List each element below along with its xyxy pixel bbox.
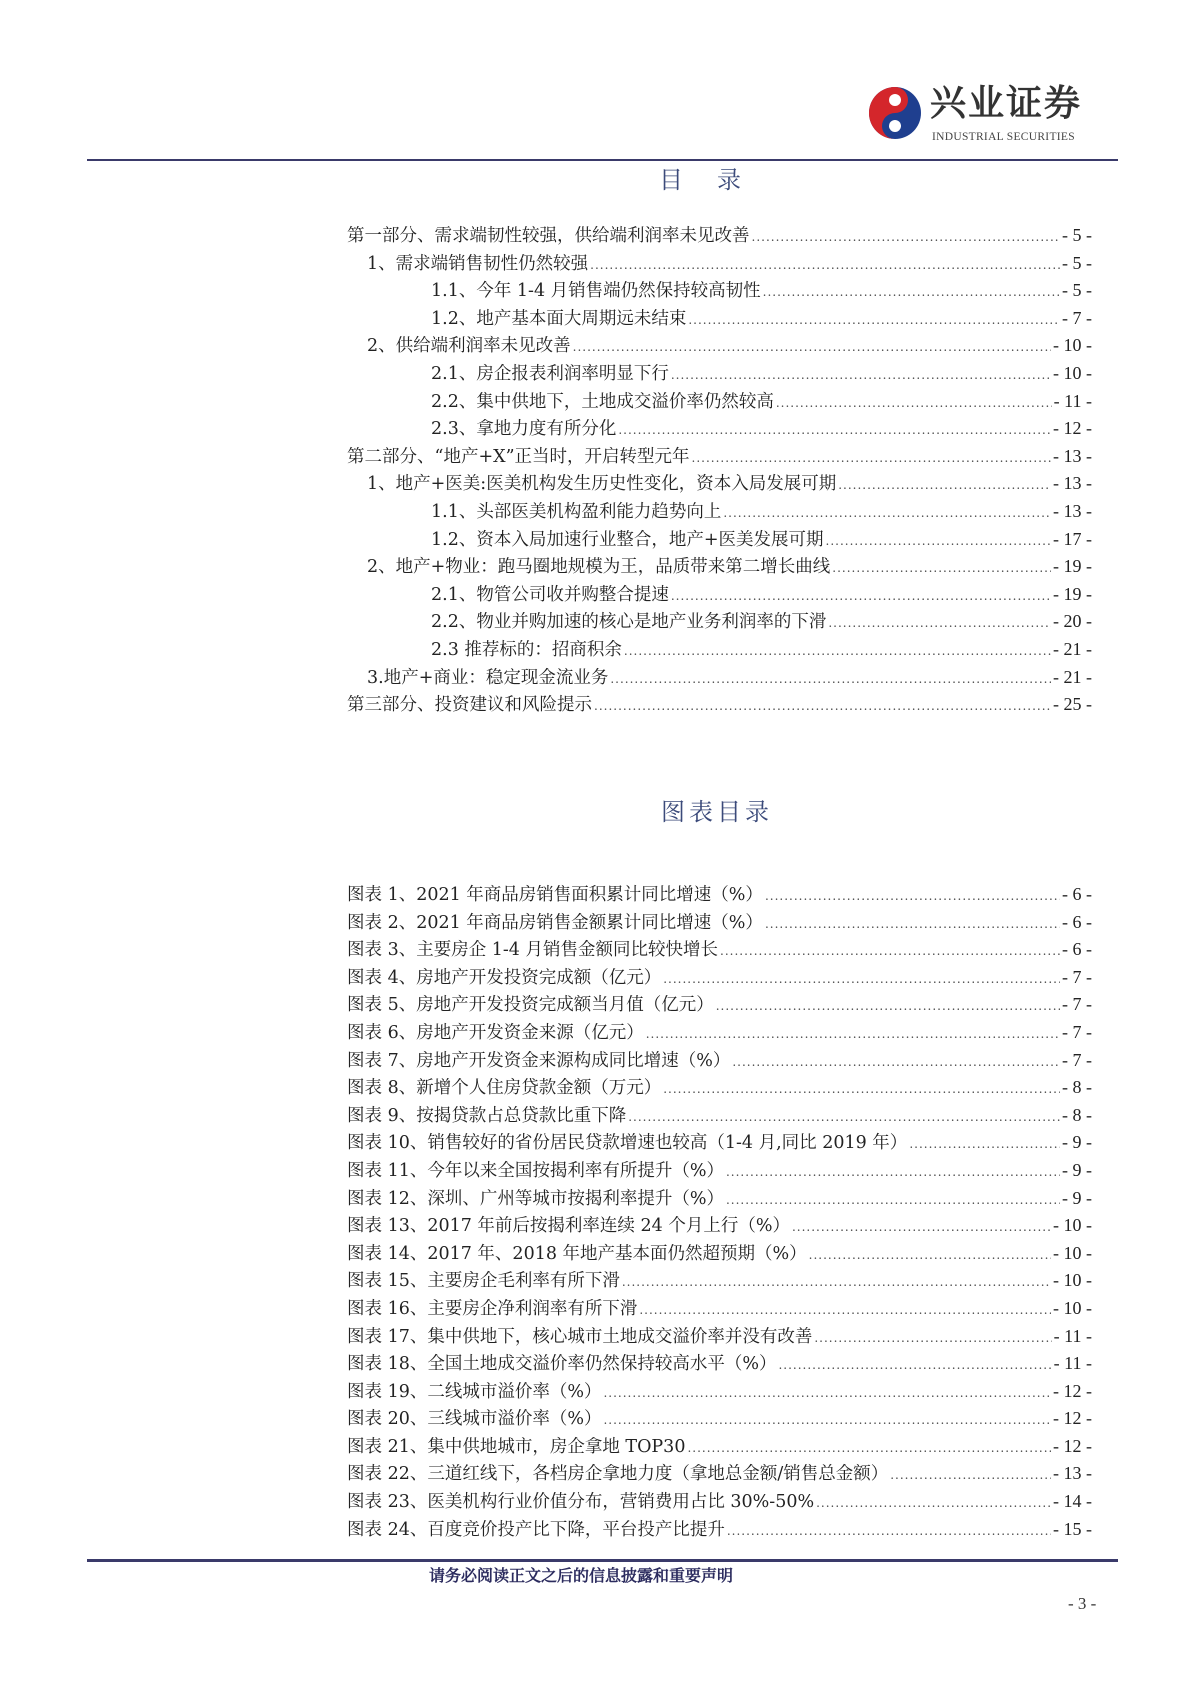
- figure-entry[interactable]: [347, 1019, 1092, 1047]
- dot-leader: [720, 938, 1060, 964]
- entry-label: 第三部分、投资建议和风险提示: [347, 695, 592, 716]
- entry-label: 1.1、今年 1-4 月销售端仍然保持较高韧性: [431, 281, 761, 302]
- entry-label: 1.2、资本入局加速行业整合，地产+医美发展可期: [431, 529, 824, 550]
- entry-label: 2、地产+物业：跑马圈地规模为王，品质带来第二增长曲线: [367, 557, 831, 578]
- company-logo: [868, 82, 1118, 148]
- dot-leader: [688, 307, 1060, 333]
- entry-label: 第二部分、“地产+X”正当时，开启转型元年: [347, 446, 690, 467]
- entry-label: 图表 16、主要房企净利润率有所下滑: [347, 1298, 638, 1319]
- entry-label: 图表 7、房地产开发资金来源构成同比增速（%）: [347, 1050, 731, 1071]
- dot-leader: [663, 966, 1060, 992]
- figure-entry[interactable]: [347, 1157, 1092, 1185]
- entry-label: 图表 11、今年以来全国按揭利率有所提升（%）: [347, 1160, 724, 1181]
- figure-entry[interactable]: [347, 1378, 1092, 1406]
- dot-leader: [909, 1131, 1060, 1157]
- entry-label: 图表 21、集中供地城市，房企拿地 TOP30: [347, 1436, 686, 1457]
- header-divider: [87, 159, 1118, 161]
- entry-page: - 12 -: [1053, 418, 1092, 439]
- toc-entry[interactable]: [347, 250, 1092, 278]
- entry-page: - 21 -: [1053, 666, 1092, 687]
- toc-entry[interactable]: [347, 581, 1092, 609]
- entry-page: - 10 -: [1053, 1242, 1092, 1263]
- entry-label: 图表 4、房地产开发投资完成额（亿元）: [347, 967, 662, 988]
- figure-entry[interactable]: [347, 1295, 1092, 1323]
- entry-page: - 7 -: [1062, 307, 1092, 328]
- entry-label: 2.3 推荐标的：招商积余: [431, 639, 622, 660]
- footer-disclaimer: 请务必阅读正文之后的信息披露和重要声明: [429, 1566, 734, 1585]
- entry-page: - 10 -: [1053, 1215, 1092, 1236]
- toc-entry[interactable]: [347, 498, 1092, 526]
- figure-entry[interactable]: [347, 1516, 1092, 1544]
- dot-leader: [814, 1325, 1051, 1351]
- dot-leader: [671, 362, 1051, 388]
- figure-entry[interactable]: [347, 1460, 1092, 1488]
- entry-label: 1.1、头部医美机构盈利能力趋势向上: [431, 501, 722, 522]
- entry-label: 图表 20、三线城市溢价率（%）: [347, 1409, 602, 1430]
- dot-leader: [826, 528, 1052, 554]
- entry-label: 图表 15、主要房企毛利率有所下滑: [347, 1271, 620, 1292]
- figure-entry[interactable]: [347, 909, 1092, 937]
- figure-entry[interactable]: [347, 1129, 1092, 1157]
- dot-leader: [832, 555, 1051, 581]
- dot-leader: [778, 1352, 1051, 1378]
- entry-page: - 11 -: [1053, 390, 1092, 411]
- figure-entry[interactable]: [347, 1350, 1092, 1378]
- footer-divider: [87, 1559, 1118, 1562]
- figure-entry[interactable]: [347, 1267, 1092, 1295]
- dot-leader: [618, 417, 1051, 443]
- figure-entry[interactable]: [347, 1047, 1092, 1075]
- entry-page: - 7 -: [1062, 1021, 1092, 1042]
- dot-leader: [809, 1242, 1051, 1268]
- dot-leader: [752, 224, 1061, 250]
- dot-leader: [603, 1407, 1051, 1433]
- figure-entry[interactable]: [347, 1405, 1092, 1433]
- entry-label: 2、供给端利润率未见改善: [367, 336, 571, 357]
- entry-page: - 25 -: [1053, 694, 1092, 715]
- dot-leader: [622, 1269, 1051, 1295]
- dot-leader: [838, 472, 1051, 498]
- entry-label: 1.2、地产基本面大周期远未结束: [431, 308, 687, 329]
- entry-label: 图表 17、集中供地下，核心城市土地成交溢价率并没有改善: [347, 1326, 813, 1347]
- dot-leader: [671, 583, 1051, 609]
- logo-text-cn: 兴业证券: [930, 82, 1083, 124]
- dot-leader: [646, 1021, 1060, 1047]
- entry-page: - 6 -: [1062, 911, 1092, 932]
- toc-entry[interactable]: [347, 470, 1092, 498]
- entry-label: 第一部分、需求端韧性较强，供给端利润率未见改善: [347, 226, 750, 246]
- dot-leader: [603, 1380, 1051, 1406]
- dot-leader: [716, 993, 1060, 1019]
- dot-leader: [692, 445, 1051, 471]
- toc-entry[interactable]: [347, 443, 1092, 471]
- entry-page: - 10 -: [1053, 335, 1092, 356]
- dot-leader: [828, 610, 1051, 636]
- entry-page: - 7 -: [1062, 994, 1092, 1015]
- entry-label: 图表 12、深圳、广州等城市按揭利率提升（%）: [347, 1188, 724, 1209]
- entry-page: - 6 -: [1062, 939, 1092, 960]
- entry-label: 2.2、物业并购加速的核心是地产业务利润率的下滑: [431, 612, 827, 633]
- figure-entry[interactable]: [347, 1185, 1092, 1213]
- entry-page: - 12 -: [1053, 1408, 1092, 1429]
- toc-list: [347, 222, 1092, 719]
- entry-page: - 10 -: [1053, 1297, 1092, 1318]
- entry-page: - 12 -: [1053, 1435, 1092, 1456]
- entry-page: - 8 -: [1062, 1077, 1092, 1098]
- entry-page: - 6 -: [1062, 884, 1092, 904]
- figure-entry[interactable]: [347, 936, 1092, 964]
- toc-entry[interactable]: [347, 526, 1092, 554]
- dot-leader: [573, 334, 1051, 360]
- toc-title: 目录: [659, 166, 775, 194]
- page-number: - 3 -: [1068, 1594, 1097, 1613]
- entry-page: - 10 -: [1053, 362, 1092, 383]
- entry-page: - 9 -: [1062, 1187, 1092, 1208]
- dot-leader: [732, 1049, 1060, 1075]
- entry-page: - 7 -: [1062, 1049, 1092, 1070]
- figure-entry[interactable]: [347, 1212, 1092, 1240]
- entry-label: 图表 22、三道红线下，各档房企拿地力度（拿地总金额/销售总金额）: [347, 1464, 889, 1485]
- entry-label: 2.1、物管公司收并购整合提速: [431, 584, 669, 605]
- entry-page: - 13 -: [1053, 500, 1092, 521]
- toc-entry[interactable]: [347, 305, 1092, 333]
- entry-label: 图表 8、新增个人住房贷款金额（万元）: [347, 1078, 662, 1099]
- figure-entry[interactable]: [347, 991, 1092, 1019]
- entry-label: 图表 14、2017 年、2018 年地产基本面仍然超预期（%）: [347, 1243, 807, 1264]
- entry-page: - 12 -: [1053, 1380, 1092, 1401]
- entry-label: 图表 6、房地产开发资金来源（亿元）: [347, 1022, 644, 1043]
- entry-label: 2.2、集中供地下，土地成交溢价率仍然较高: [431, 391, 774, 412]
- dot-leader: [763, 279, 1060, 305]
- dot-leader: [610, 666, 1051, 692]
- entry-label: 2.1、房企报表利润率明显下行: [431, 363, 669, 384]
- entry-page: - 13 -: [1053, 473, 1092, 494]
- dot-leader: [816, 1490, 1051, 1516]
- dot-leader: [628, 1104, 1060, 1130]
- entry-label: 2.3、拿地力度有所分化: [431, 419, 617, 440]
- toc-entry[interactable]: [347, 332, 1092, 360]
- figure-list-title: 图表目录: [661, 798, 773, 826]
- toc-entry[interactable]: [347, 553, 1092, 581]
- entry-label: 图表 2、2021 年商品房销售金额累计同比增速（%）: [347, 912, 763, 933]
- logo-text-en: INDUSTRIAL SECURITIES: [932, 131, 1075, 143]
- entry-label: 图表 19、二线城市溢价率（%）: [347, 1381, 602, 1402]
- dot-leader: [765, 911, 1060, 937]
- toc-entry[interactable]: [347, 222, 1092, 250]
- dot-leader: [639, 1297, 1051, 1323]
- figure-entry[interactable]: [347, 1433, 1092, 1461]
- entry-label: 图表 3、主要房企 1-4 月销售金额同比较快增长: [347, 940, 719, 961]
- dot-leader: [624, 638, 1051, 664]
- entry-label: 图表 10、销售较好的省份居民贷款增速也较高（1-4 月,同比 2019 年）: [347, 1133, 908, 1154]
- figure-list: [347, 881, 1092, 1543]
- toc-entry[interactable]: [347, 360, 1092, 388]
- entry-page: - 17 -: [1053, 528, 1092, 549]
- dot-leader: [726, 1187, 1060, 1213]
- dot-leader: [663, 1076, 1060, 1102]
- figure-entry[interactable]: [347, 964, 1092, 992]
- entry-page: - 13 -: [1053, 445, 1092, 466]
- entry-label: 图表 24、百度竞价投产比下降，平台投产比提升: [347, 1519, 725, 1540]
- entry-page: - 21 -: [1053, 638, 1092, 659]
- entry-label: 1、地产+医美:医美机构发生历史性变化，资本入局发展可期: [367, 474, 837, 495]
- entry-page: - 10 -: [1053, 1270, 1092, 1291]
- entry-page: - 5 -: [1062, 280, 1092, 301]
- dot-leader: [727, 1518, 1051, 1544]
- entry-page: - 19 -: [1053, 556, 1092, 577]
- dot-leader: [590, 252, 1060, 278]
- toc-entry[interactable]: [347, 691, 1092, 719]
- entry-page: - 15 -: [1053, 1518, 1092, 1539]
- entry-page: - 13 -: [1053, 1463, 1092, 1484]
- entry-page: - 9 -: [1062, 1159, 1092, 1180]
- entry-label: 图表 13、2017 年前后按揭利率连续 24 个月上行（%）: [347, 1216, 790, 1237]
- figure-entry[interactable]: [347, 1102, 1092, 1130]
- figure-entry[interactable]: [347, 881, 1092, 909]
- entry-page: - 8 -: [1062, 1104, 1092, 1125]
- entry-page: - 9 -: [1062, 1132, 1092, 1153]
- toc-entry[interactable]: [347, 664, 1092, 692]
- dot-leader: [594, 693, 1051, 719]
- dot-leader: [765, 883, 1060, 909]
- figure-entry[interactable]: [347, 1488, 1092, 1516]
- entry-label: 图表 9、按揭贷款占总贷款比重下降: [347, 1105, 627, 1126]
- dot-leader: [792, 1214, 1051, 1240]
- dot-leader: [726, 1159, 1060, 1185]
- figure-entry[interactable]: [347, 1074, 1092, 1102]
- entry-page: - 5 -: [1062, 225, 1092, 245]
- entry-page: - 20 -: [1053, 611, 1092, 632]
- logo-swirl-icon: [868, 86, 922, 140]
- entry-page: - 11 -: [1053, 1325, 1092, 1346]
- entry-label: 图表 18、全国土地成交溢价率仍然保持较高水平（%）: [347, 1354, 777, 1375]
- toc-entry[interactable]: [347, 277, 1092, 305]
- dot-leader: [723, 500, 1051, 526]
- entry-page: - 11 -: [1053, 1353, 1092, 1374]
- entry-page: - 14 -: [1053, 1491, 1092, 1512]
- toc-entry[interactable]: [347, 388, 1092, 416]
- dot-leader: [687, 1435, 1051, 1461]
- dot-leader: [776, 390, 1052, 416]
- toc-entry[interactable]: [347, 415, 1092, 443]
- entry-label: 1、需求端销售韧性仍然较强: [367, 253, 589, 274]
- figure-entry[interactable]: [347, 1323, 1092, 1351]
- entry-label: 图表 5、房地产开发投资完成额当月值（亿元）: [347, 995, 714, 1016]
- entry-page: - 7 -: [1062, 966, 1092, 987]
- dot-leader: [890, 1462, 1051, 1488]
- entry-label: 图表 1、2021 年商品房销售面积累计同比增速（%）: [347, 885, 763, 905]
- figure-entry[interactable]: [347, 1240, 1092, 1268]
- toc-entry[interactable]: [347, 608, 1092, 636]
- toc-entry[interactable]: [347, 636, 1092, 664]
- entry-page: - 5 -: [1062, 252, 1092, 273]
- entry-label: 3.地产+商业：稳定现金流业务: [367, 667, 609, 688]
- entry-label: 图表 23、医美机构行业价值分布，营销费用占比 30%-50%: [347, 1492, 815, 1513]
- entry-page: - 19 -: [1053, 583, 1092, 604]
